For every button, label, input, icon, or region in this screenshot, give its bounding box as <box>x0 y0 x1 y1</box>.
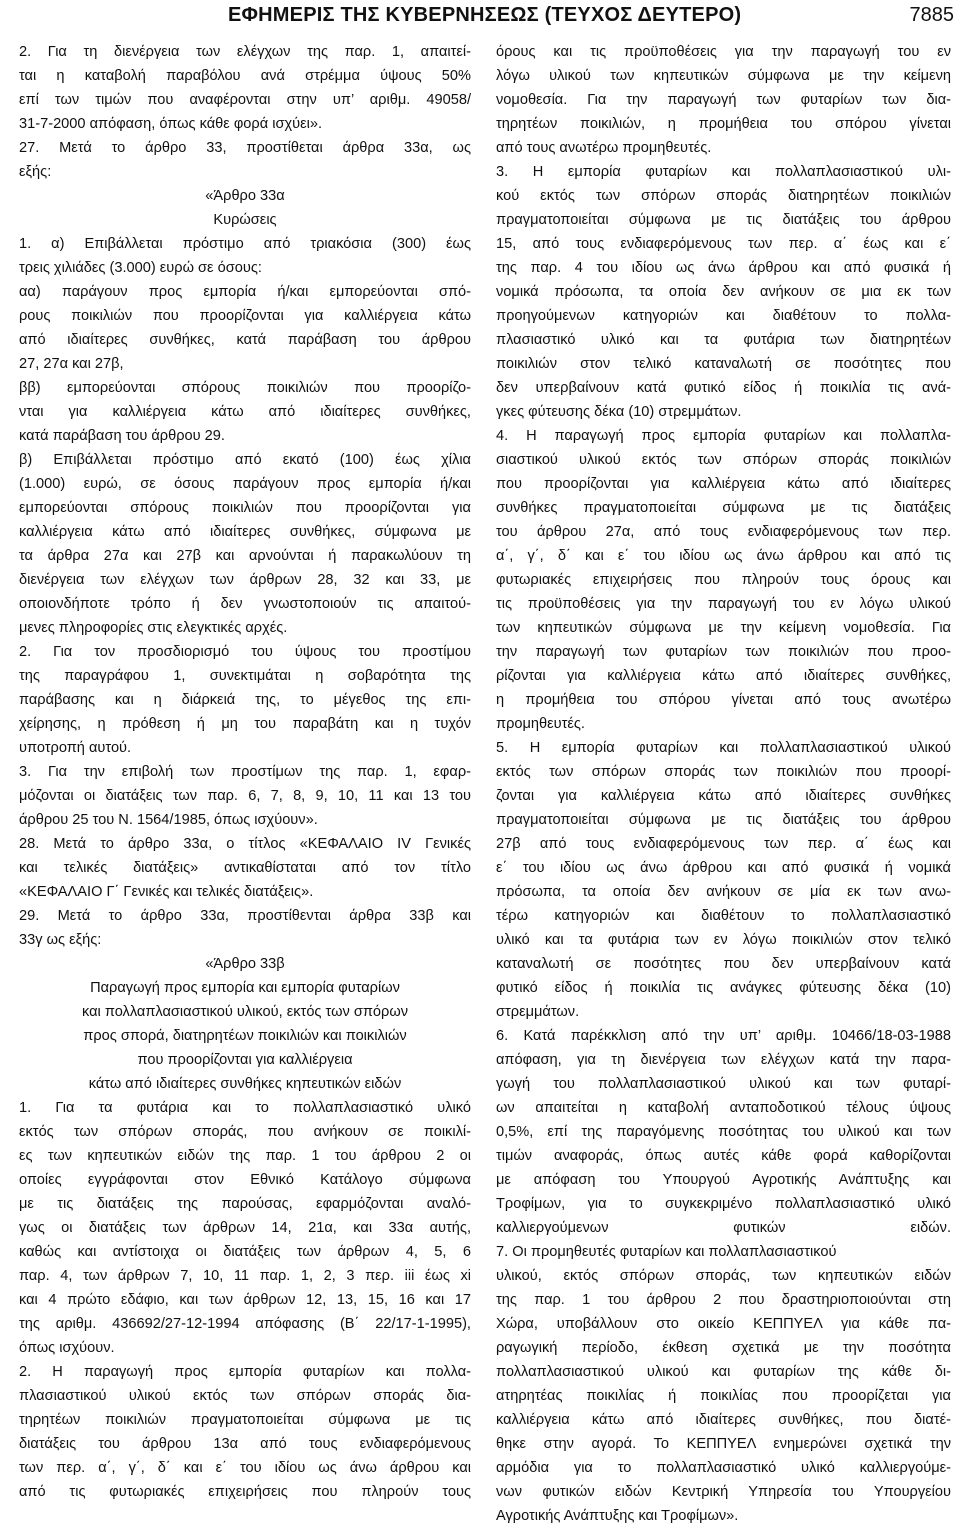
text-line: καλλιεργούμενων φυτικών ειδών. <box>496 1220 951 1236</box>
text-line: αα) παράγουν προς εμπορία ή/και εμπορεύονται σπό- <box>19 284 471 300</box>
text-line: 5. Η εμπορία φυταρίων και πολλαπλασιαστικού υλικού <box>496 740 951 756</box>
text-line: παρ. 4, των άρθρων 7, 10, 11 παρ. 1, 2, 3 περ. iii έως xi <box>19 1268 471 1284</box>
text-line: 4. Η παραγωγή προς εμπορία φυταρίων και πολλαπλα- <box>496 428 951 444</box>
page-header <box>0 0 960 34</box>
text-line: φυτικό είδος ή ποικιλία τις ανάγκες φύτευσης δέκα (10) <box>496 980 951 996</box>
text-line: τιμών αναφοράς, όπως αυτές κάθε φορά καθορίζονται <box>496 1148 951 1164</box>
gazette-title: ΕΦΗΜΕΡΙΣ ΤΗΣ ΚΥΒΕΡΝΗΣΕΩΣ (ΤΕΥΧΟΣ ΔΕΥΤΕΡΟ) <box>228 4 742 26</box>
text-line: 33γ ως εξής: <box>19 932 102 948</box>
text-line: Τροφίμων, για το συγκεκριμένο πολλαπλασιαστικό υλικό <box>496 1196 951 1212</box>
text-line: από ιδιαίτερες συνθήκες, κατά παράβαση του άρθρου <box>19 332 471 348</box>
text-line: ββ) εμπορεύονται σπόρους ποικιλιών που προορίζο- <box>19 380 471 396</box>
page-number: 7885 <box>909 4 954 26</box>
text-line: χείρησης, η πρόθεση ή μη του παραβάτη και η τυχόν <box>19 716 471 732</box>
text-line: άρθρου 25 του Ν. 1564/1985, όπως ισχύουν». <box>19 812 318 828</box>
text-line: των περ. α΄, γ΄, δ΄ και ε΄ του ιδίου ως άνω άρθρου και <box>19 1460 471 1476</box>
text-line: Χώρα, υποβάλλουν στο οικείο ΚΕΠΠΥΕΛ για κάθε πα- <box>496 1316 951 1332</box>
text-line: 3. Η εμπορία φυταρίων και πολλαπλασιαστικού υλι- <box>496 164 951 180</box>
text-line: προηγούμενων κατηγοριών και διαθέτουν το πολλα- <box>496 308 951 324</box>
text-line: συνθήκες πραγματοποιείται σύμφωνα με τις διατάξεις <box>496 500 951 516</box>
left-column <box>19 40 471 1504</box>
text-line: (1.000) ευρώ, σε όσους παράγουν προς εμπορία ή/και <box>19 476 471 492</box>
text-line: ων απαιτείται η καταβολή ανταποδοτικού τέλους ύψους <box>496 1100 951 1116</box>
text-line: Αγροτικής Ανάπτυξης και Τροφίμων». <box>496 1508 739 1524</box>
text-line: ες των κηπευτικών ειδών της παρ. 1 του άρθρου 2 οι <box>19 1148 471 1164</box>
text-line: της παραγράφου 1, συνεκτιμάται η σοβαρότητα της <box>19 668 471 684</box>
text-line: σιαστικού υλικού εκτός των σπόρων σποράς ποικιλιών <box>496 452 951 468</box>
text-line: κάτω από ιδιαίτερες συνθήκες κηπευτικών ειδών <box>88 1076 402 1092</box>
text-line: τηρητέων ποικιλιών, η προμήθεια του σπόρου γίνεται <box>496 116 951 132</box>
text-line: 15, από τους ενδιαφερόμενους των περ. α΄ έως και ε΄ <box>496 236 951 252</box>
text-line: γωγή του πολλαπλασιαστικού υλικού και των φυταρί- <box>496 1076 951 1092</box>
text-line: την παραγωγή των φυταρίων των ποικιλιών που προο- <box>496 644 951 660</box>
text-line: μόζονται οι διατάξεις των παρ. 6, 7, 8, 9, 10, 11 και 13 του <box>19 788 471 804</box>
text-line: οποιονδήποτε τρόπο ή δεν γνωστοποιούν τις απαιτού- <box>19 596 471 612</box>
text-line: κατά παράβαση του άρθρου 29. <box>19 428 225 444</box>
text-line: ρους ποικιλιών που προορίζονται για καλλιέργεια κάτω <box>19 308 471 324</box>
text-line: 2. Η παραγωγή προς εμπορία φυταρίων και πολλα- <box>19 1364 471 1380</box>
text-line: καλλιέργεια κάτω από ιδιαίτερες συνθήκες, σύμφωνα με <box>19 524 471 540</box>
text-line: καθώς και αντίστοιχα οι διατάξεις των άρθρων 4, 5, 6 <box>19 1244 471 1260</box>
text-line: καλλιέργεια κάτω από ιδιαίτερες συνθήκες, που διατέ- <box>496 1412 951 1428</box>
text-line: με απόφαση του Υπουργού Αγροτικής Ανάπτυξης και <box>496 1172 951 1188</box>
text-line: και πολλαπλασιαστικού υλικού, εκτός των σπόρων <box>81 1004 409 1020</box>
text-line: προς σπορά, διατηρητέων ποικιλιών και ποικιλιών <box>83 1028 407 1044</box>
text-line: 27. Μετά το άρθρο 33, προστίθεται άρθρα 33α, ως <box>19 140 471 156</box>
text-line: γως οι διατάξεις των άρθρων 14, 21α, και 33α αυτής, <box>19 1220 471 1236</box>
text-line: εκτός των σπόρων σποράς, που ανήκουν σε ποικιλί- <box>19 1124 471 1140</box>
text-line: νομικά πρόσωπα, τα οποία δεν ανήκουν σε μια εκ των <box>496 284 951 300</box>
text-line: παράβασης και η διάρκειά της, το μέγεθος της επι- <box>19 692 471 708</box>
text-line: υποτροπή αυτού. <box>19 740 132 756</box>
text-line: ατηρητέας ποικιλίας ή ποικιλίας που προορίζεται για <box>496 1388 951 1404</box>
text-line: τις προϋποθέσεις για την παραγωγή του εν λόγω υλικού <box>496 596 951 612</box>
text-line: ε΄ του ιδίου ως άνω άρθρου και από φυσικά ή νομικά <box>496 860 951 876</box>
text-line: θηκε στην αγορά. Το ΚΕΠΠΥΕΛ ενημερώνει σχετικά την <box>496 1436 951 1452</box>
text-line: από τις φυτωριακές επιχειρήσεις που πληρούν τους <box>19 1484 471 1500</box>
text-line: 2. Για τη διενέργεια των ελέγχων της παρ. 1, απαιτεί- <box>19 44 471 60</box>
text-line: ζονται για καλλιέργεια κάτω από ιδιαίτερες συνθήκες <box>496 788 951 804</box>
text-line: 1. α) Επιβάλλεται πρόστιμο από τριακόσια (300) έως <box>19 236 471 252</box>
text-line: ραγωγική περίοδο, έκθεση σχετικά με την ποσότητα <box>496 1340 951 1356</box>
text-line: 31-7-2000 απόφαση, όπως κάθε φορά ισχύει». <box>19 116 323 132</box>
text-line: επί των τιμών που αναφέρονται στην υπ’ αριθμ. 49058/ <box>19 92 471 108</box>
text-line: β) Επιβάλλεται πρόστιμο από εκατό (100) έως χίλια <box>19 452 471 468</box>
text-line: τηρητέων ποικιλιών πραγματοποιείται σύμφωνα με τις <box>19 1412 471 1428</box>
text-line: 7. Οι προμηθευτές φυταρίων και πολλαπλασιαστικού <box>496 1244 837 1260</box>
text-line: απόφαση, για τη διενέργεια των ελέγχων κατά την παρα- <box>496 1052 951 1068</box>
text-line: 6. Κατά παρέκκλιση από την υπ’ αριθμ. 10466/18-03-1988 <box>496 1028 951 1044</box>
text-line: Κυρώσεις <box>213 212 277 228</box>
text-line: δεν υπερβαίνουν κατά φυτικό είδος ή ποικιλία τις ανά- <box>496 380 951 396</box>
text-line: οποίες εγγράφονται στον Εθνικό Κατάλογο σύμφωνα <box>19 1172 471 1188</box>
text-line: «Άρθρο 33α <box>205 188 285 204</box>
text-line: ρίζονται για καλλιέργεια κάτω από ιδιαίτερες συνθήκες, <box>496 668 951 684</box>
text-line: όπως ισχύουν. <box>19 1340 115 1356</box>
text-line: μενες πληροφορίες στις ελεγκτικές αρχές. <box>19 620 288 636</box>
text-line: και 4 πρώτο εδάφιο, και των άρθρων 12, 13, 15, 16 και 17 <box>19 1292 471 1308</box>
text-line: ποικιλιών στον τελικό καταναλωτή σε ποσότητες που <box>496 356 951 372</box>
text-line: των κηπευτικών σύμφωνα με την κείμενη νομοθεσία. Για <box>496 620 951 636</box>
text-line: από τους ανωτέρω προμηθευτές. <box>496 140 712 156</box>
text-line: ται η καταβολή παραβόλου ανά στρέμμα ύψους 50% <box>19 68 471 84</box>
right-column <box>496 40 951 1528</box>
text-line: πραγματοποιείται σύμφωνα με τις διατάξεις του άρθρου <box>496 212 951 228</box>
text-line: νται για καλλιέργεια κάτω από ιδιαίτερες συνθήκες, <box>19 404 471 420</box>
text-line: Παραγωγή προς εμπορία και εμπορία φυταρίων <box>90 980 400 996</box>
text-line: 27, 27α και 27β, <box>19 356 124 372</box>
text-line: φυτωριακές επιχειρήσεις που πληρούν τους όρους και <box>496 572 951 588</box>
text-line: 1. Για τα φυτάρια και το πολλαπλασιαστικό υλικό <box>19 1100 471 1116</box>
text-line: και τελικές διατάξεις» αντικαθίσταται από τον τίτλο <box>19 860 471 876</box>
text-line: 27β από τους ενδιαφερόμενους των περ. α΄ έως και <box>496 836 951 852</box>
text-line: όρους και τις προϋποθέσεις για την παραγωγή του εν <box>496 44 951 60</box>
text-line: τέρω κατηγοριών και διαθέτουν το πολλαπλασιαστικό <box>496 908 951 924</box>
text-line: πλασιαστικού υλικού εκτός των σπόρων σποράς δια- <box>19 1388 471 1404</box>
text-line: εκτός των σπόρων σποράς των ποικιλιών που προορί- <box>496 764 951 780</box>
text-line: 29. Μετά το άρθρο 33α, προστίθενται άρθρα 33β και <box>19 908 471 924</box>
text-line: 2. Για τον προσδιορισμό του ύψους του προστίμου <box>19 644 471 660</box>
text-line: της αριθμ. 436692/27-12-1994 απόφασης (Β΄ 22/17-1-1995), <box>19 1316 471 1332</box>
text-line: λόγω υλικού των κηπευτικών σύμφωνα με την κείμενη <box>496 68 951 84</box>
text-line: στρεμμάτων. <box>496 1004 580 1020</box>
text-line: της παρ. 4 του ιδίου ως άνω άρθρου και από φυσικά ή <box>496 260 951 276</box>
text-line: νομοθεσία. Για την παραγωγή των φυταρίων των δια- <box>496 92 951 108</box>
text-line: κού εκτός των σπόρων σποράς διατηρητέων ποικιλιών <box>496 188 951 204</box>
text-line: που προορίζονται για καλλιέργεια κάτω από ιδιαίτερες <box>496 476 951 492</box>
text-line: πρόσωπα, τα οποία δεν ανήκουν σε μία εκ των ανω- <box>496 884 951 900</box>
text-line: καταναλωτή σε ποσότητες που δεν υπερβαίνουν κατά <box>496 956 951 972</box>
text-line: προμηθευτές. <box>496 716 585 732</box>
text-line: με τις διατάξεις της παρούσας, εφαρμόζονται αναλό- <box>19 1196 471 1212</box>
text-line: γκες φύτευσης δέκα (10) στρεμμάτων. <box>496 404 742 420</box>
text-line: διατάξεις του άρθρου 13α από τους ενδιαφερόμενους <box>19 1436 471 1452</box>
text-line: «ΚΕΦΑΛΑΙΟ Γ΄ Γενικές και τελικές διατάξεις». <box>19 884 314 900</box>
text-line: διενέργεια των ελέγχων των άρθρων 28, 32 και 33, με <box>19 572 471 588</box>
text-line: 0,5%, επί της παραγόμενης ποσότητας του υλικού και των <box>496 1124 951 1140</box>
text-line: πραγματοποιείται σύμφωνα με τις διατάξεις του άρθρου <box>496 812 951 828</box>
text-line: εξής: <box>19 164 52 180</box>
text-line: τα άρθρα 27α και 27β και αρνούνται ή παρακωλύουν τη <box>19 548 471 564</box>
text-line: 3. Για την επιβολή των προστίμων της παρ. 1, εφαρ- <box>19 764 471 780</box>
text-line: η προμήθεια του σπόρου γίνεται από τους ανωτέρω <box>496 692 951 708</box>
text-line: του άρθρου 27α, από τους ενδιαφερόμενους των περ. <box>496 524 951 540</box>
text-line: υλικού, εκτός σπόρων σποράς, των κηπευτικών ειδών <box>496 1268 951 1284</box>
text-line: «Άρθρο 33β <box>205 956 285 972</box>
text-line: νων φυτικών ειδών Κεντρική Υπηρεσία του Υπουργείου <box>496 1484 951 1500</box>
text-line: υλικό και τα φυτάρια των εν λόγω ποικιλιών στον τελικό <box>496 932 951 948</box>
text-line: πλασιαστικό υλικό και τα φυτάρια των διατηρητέων <box>496 332 951 348</box>
text-line: που προορίζονται για καλλιέργεια <box>137 1052 353 1068</box>
text-line: 28. Μετά το άρθρο 33α, ο τίτλος «ΚΕΦΑΛΑΙΟ IV Γενικές <box>19 836 471 852</box>
text-line: τρεις χιλιάδες (3.000) ευρώ σε όσους: <box>19 260 262 276</box>
text-line: εμπορεύονται σπόρους ποικιλιών που προορίζονται για <box>19 500 471 516</box>
text-line: α΄, γ΄, δ΄ και ε΄ του ιδίου ως άνω άρθρου και από τις <box>496 548 951 564</box>
text-line: πολλαπλασιαστικού υλικού και φυταρίων της κάθε δι- <box>496 1364 951 1380</box>
text-line: αρμόδια για το πολλαπλασιαστικό υλικό καλλιεργούμε- <box>496 1460 951 1476</box>
text-line: της παρ. 1 του άρθρου 2 που δραστηριοποιούνται στη <box>496 1292 951 1308</box>
